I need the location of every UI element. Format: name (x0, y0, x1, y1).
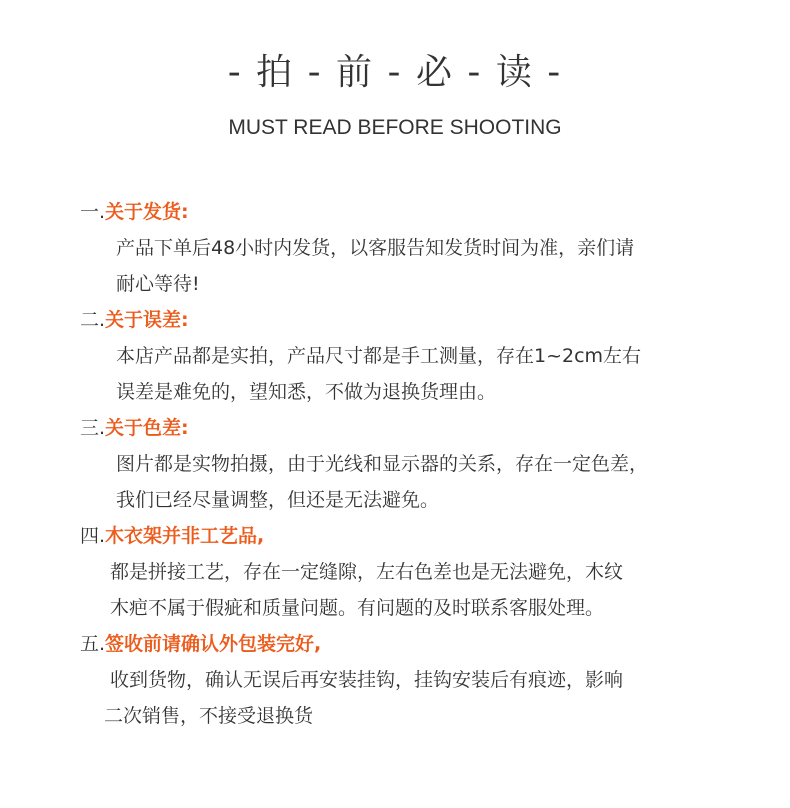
section-text-line: 我们已经尽量调整，但还是无法避免。 (116, 489, 440, 511)
section-label: 签收前请确认外包装完好, (105, 633, 322, 655)
section-label: 关于发货: (105, 201, 189, 223)
section-heading (80, 194, 740, 230)
section-number: 一. (80, 201, 106, 223)
section-text-line: 本店产品都是实拍，产品尺寸都是手工测量，存在1~2cm左右 (116, 345, 642, 367)
page-subtitle: MUST READ BEFORE SHOOTING (228, 116, 562, 139)
section-label: 关于色差: (105, 417, 189, 439)
section-text-line: 都是拼接工艺，存在一定缝隙，左右色差也是无法避免，木纹 (110, 561, 624, 583)
section-heading (80, 410, 740, 446)
section-label: 木衣架并非工艺品, (105, 525, 265, 547)
section-number: 五. (80, 633, 106, 655)
section-number: 三. (80, 417, 106, 439)
section-number: 二. (80, 309, 106, 331)
page-title: - 拍 - 前 - 必 - 读 - (227, 52, 563, 93)
section-signing (80, 626, 740, 734)
section-text-line: 误差是难免的，望知悉，不做为退换货理由。 (116, 381, 497, 403)
section-wooden-hanger (80, 518, 740, 626)
section-color-difference (80, 410, 740, 518)
section-heading (80, 626, 740, 662)
section-heading (80, 302, 740, 338)
section-text-line: 图片都是实物拍摄，由于光线和显示器的关系，存在一定色差， (116, 453, 649, 475)
section-error (80, 302, 740, 410)
section-number: 四. (80, 525, 106, 547)
section-text-line: 耐心等待! (116, 273, 200, 295)
section-shipping (80, 194, 740, 302)
section-heading (80, 518, 740, 554)
section-text-line: 产品下单后48小时内发货，以客服告知发货时间为准，亲们请 (116, 237, 635, 259)
section-label: 关于误差: (105, 309, 189, 331)
section-text-line: 收到货物，确认无误后再安装挂钩，挂钩安装后有痕迹，影响 (110, 669, 624, 691)
section-text-line: 木疤不属于假疵和质量问题。有问题的及时联系客服处理。 (110, 597, 605, 619)
section-text-line: 二次销售，不接受退换货 (104, 705, 314, 727)
